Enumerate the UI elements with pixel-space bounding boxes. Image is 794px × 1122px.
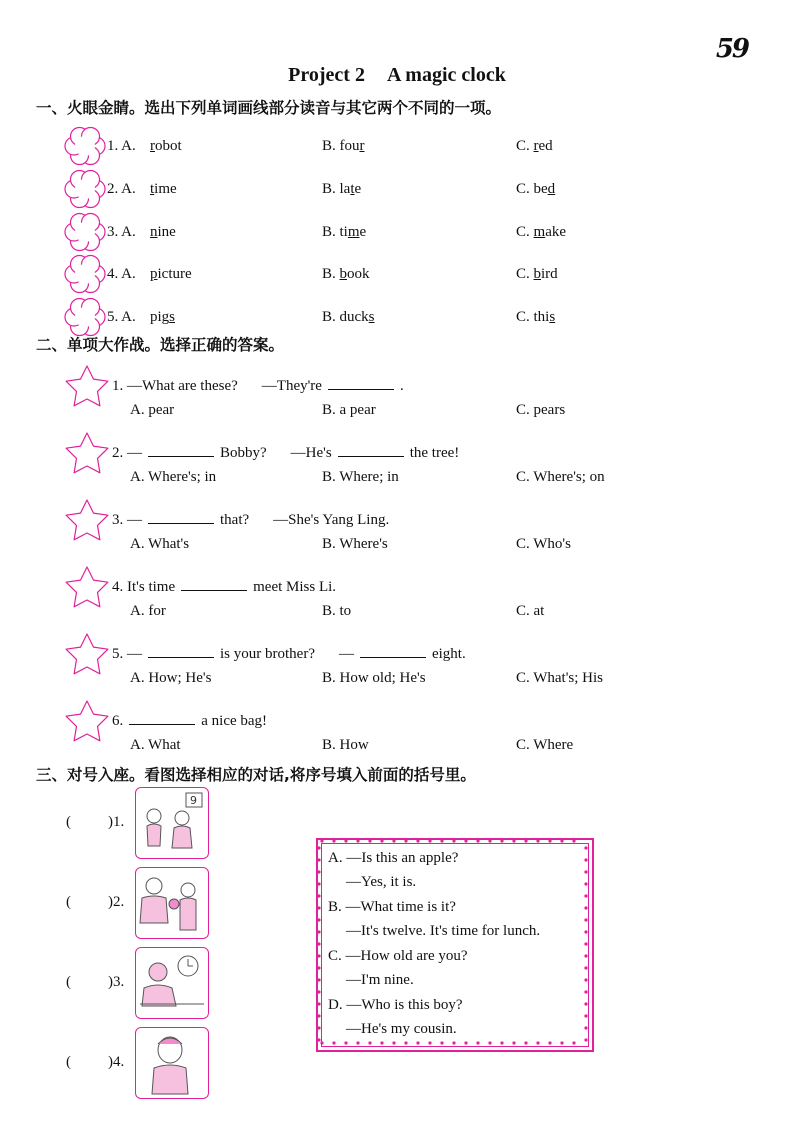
word-part: C. (516, 224, 534, 240)
option-c[interactable] (516, 181, 555, 198)
q-text: 2. — (112, 445, 142, 461)
dialogue-b-a: —It's twelve. It's time for lunch. (346, 923, 541, 939)
sign-number: 9 (190, 794, 197, 807)
dialogue-d-a: —He's my cousin. (346, 1021, 457, 1037)
phonics-row-4 (107, 266, 136, 283)
underlined-letters: n (150, 224, 158, 240)
answer-option-c[interactable]: C. at (516, 603, 545, 619)
answer-blank[interactable] (360, 645, 426, 658)
answer-paren-open[interactable]: ( (66, 894, 71, 910)
answer-option-b[interactable]: B. How old; He's (322, 670, 426, 686)
flower-decoration-icon (62, 123, 108, 169)
q-text: 3. — (112, 512, 142, 528)
item-number: 1. A. (107, 138, 136, 154)
option-a[interactable] (150, 224, 176, 241)
answer-paren-close-number: )4. (108, 1054, 125, 1070)
word-part: C. (516, 266, 534, 282)
answer-paren-open[interactable]: ( (66, 974, 71, 990)
picture-girl-clock-lunch (135, 947, 209, 1019)
answer-paren-close-number: )3. (108, 974, 125, 990)
answer-option-a[interactable]: A. What (130, 737, 181, 753)
picture-two-children-clock (135, 787, 209, 859)
answer-paren-open[interactable]: ( (66, 814, 71, 830)
option-c[interactable] (516, 138, 553, 155)
q-text: 4. It's time (112, 579, 176, 595)
q-text: 6. (112, 713, 124, 729)
picture-boy (135, 1027, 209, 1099)
item-number: 5. A. (107, 309, 136, 325)
q-text: meet Miss Li. (253, 579, 337, 595)
q-text: eight. (431, 646, 466, 662)
s2-q2-question (112, 444, 459, 462)
word-part: ook (347, 266, 370, 282)
underlined-letters: s (368, 309, 375, 325)
answer-blank[interactable] (148, 444, 214, 457)
option-b[interactable] (322, 138, 365, 155)
word-part: B. ti (322, 224, 348, 240)
children-sign-illustration (136, 788, 208, 858)
answer-paren-open[interactable]: ( (66, 1054, 71, 1070)
word-part: ake (545, 224, 567, 240)
dialogue-a-a: —Yes, it is. (346, 874, 417, 890)
section1-heading: 一、火眼金睛。选出下列单词画线部分读音与其它两个不同的一项。 (36, 99, 502, 117)
underlined-letters: m (347, 224, 360, 240)
word-part: ine (157, 224, 176, 240)
underlined-letters: s (549, 309, 556, 325)
underlined-letters: r (359, 138, 365, 154)
option-c[interactable] (516, 266, 558, 283)
q-text: the tree! (409, 445, 460, 461)
picture-woman-boy-apple (135, 867, 209, 939)
word-part: obot (155, 138, 182, 154)
option-a[interactable] (150, 181, 177, 198)
answer-blank[interactable] (148, 511, 214, 524)
answer-blank[interactable] (148, 645, 214, 658)
answer-paren-close-number: )2. (108, 894, 125, 910)
option-b[interactable] (322, 266, 370, 283)
boy-illustration (136, 1028, 208, 1098)
dialogue-c-a: —I'm nine. (346, 972, 414, 988)
dialogue-box (316, 838, 594, 1052)
underlined-letters: r (150, 138, 155, 154)
star-decoration-icon (62, 430, 112, 478)
option-c[interactable] (516, 309, 555, 326)
word-part: B. fou (322, 138, 360, 154)
phonics-row-1 (107, 138, 136, 155)
underlined-letters: b (339, 266, 348, 282)
q-text: is your brother? (220, 646, 315, 662)
dialogue-a-q: A. —Is this an apple? (328, 850, 459, 866)
answer-blank[interactable] (328, 377, 394, 390)
q-text: 5. — (112, 646, 142, 662)
answer-paren-close-number: )1. (108, 814, 125, 830)
answer-option-c[interactable]: C. Who's (516, 536, 571, 552)
answer-option-b[interactable]: B. Where; in (322, 469, 399, 485)
s2-q3-question (112, 511, 389, 529)
answer-option-c[interactable]: C. pears (516, 402, 566, 418)
answer-option-a[interactable]: A. for (130, 603, 166, 619)
s2-q6-question (112, 712, 267, 730)
q-text: . (399, 378, 404, 394)
word-part: pig (150, 309, 170, 325)
answer-blank[interactable] (129, 712, 195, 725)
q-text: — (338, 646, 354, 662)
answer-option-b[interactable]: B. a pear (322, 402, 376, 418)
answer-blank[interactable] (338, 444, 404, 457)
word-part: C. thi (516, 309, 550, 325)
dialogue-c-q: C. —How old are you? (328, 948, 468, 964)
project-label: Project 2 (288, 64, 365, 86)
answer-option-b[interactable]: B. Where's (322, 536, 388, 552)
underlined-letters: t (350, 181, 355, 197)
option-a[interactable] (150, 266, 192, 283)
word-part: icture (157, 266, 192, 282)
answer-option-c[interactable]: C. Where's; on (516, 469, 605, 485)
q-text: —She's Yang Ling. (273, 512, 390, 528)
s2-q1-question (112, 377, 404, 395)
word-part: e (354, 181, 362, 197)
word-part: C. be (516, 181, 548, 197)
answer-option-b[interactable]: B. to (322, 603, 352, 619)
star-decoration-icon (62, 631, 112, 679)
item-number: 4. A. (107, 266, 136, 282)
phonics-row-3 (107, 224, 136, 241)
underlined-letters: r (533, 138, 539, 154)
answer-blank[interactable] (181, 578, 247, 591)
word-part: ird (541, 266, 558, 282)
phonics-row-2 (107, 181, 136, 198)
word-part: e (359, 224, 367, 240)
underlined-letters: m (533, 224, 546, 240)
underlined-letters: t (150, 181, 155, 197)
star-decoration-icon (62, 363, 112, 411)
word-part: B. la (322, 181, 351, 197)
s2-q5-question (112, 645, 466, 663)
answer-option-a[interactable]: A. Where's; in (130, 469, 217, 485)
q-text: —He's (290, 445, 332, 461)
flower-decoration-icon (62, 209, 108, 255)
q-text: —They're (261, 378, 322, 394)
option-b[interactable] (322, 181, 361, 198)
option-a[interactable] (150, 309, 175, 326)
q-text: that? (220, 512, 250, 528)
option-b[interactable] (322, 224, 366, 241)
word-part: ime (154, 181, 177, 197)
star-decoration-icon (62, 497, 112, 545)
word-part: B. duck (322, 309, 369, 325)
flower-decoration-icon (62, 166, 108, 212)
word-part: B. (322, 266, 340, 282)
option-a[interactable] (150, 138, 182, 155)
decorative-border (316, 838, 590, 1048)
star-decoration-icon (62, 564, 112, 612)
option-c[interactable] (516, 224, 566, 241)
underlined-letters: s (169, 309, 176, 325)
option-b[interactable] (322, 309, 375, 326)
item-number: 3. A. (107, 224, 136, 240)
item-number: 2. A. (107, 181, 136, 197)
star-decoration-icon (62, 698, 112, 746)
lesson-name: A magic clock (386, 64, 506, 86)
answer-option-a[interactable]: A. How; He's (130, 670, 212, 686)
q-text: Bobby? (220, 445, 267, 461)
underlined-letters: b (533, 266, 542, 282)
dialogue-d-q: D. —Who is this boy? (328, 997, 463, 1013)
q-text: 1. —What are these? (112, 378, 238, 394)
page-title (0, 64, 794, 87)
flower-decoration-icon (62, 251, 108, 297)
section2-heading: 二、单项大作战。选择正确的答案。 (36, 336, 285, 354)
apple-scene-illustration (136, 868, 208, 938)
answer-option-c[interactable]: C. Where (516, 737, 574, 753)
answer-option-b[interactable]: B. How (322, 737, 369, 753)
section3-heading: 三、对号入座。看图选择相应的对话,将序号填入前面的括号里。 (36, 766, 476, 784)
page-number: 59 (715, 34, 748, 64)
phonics-row-5 (107, 309, 136, 326)
answer-option-c[interactable]: C. What's; His (516, 670, 604, 686)
q-text: a nice bag! (201, 713, 268, 729)
answer-option-a[interactable]: A. pear (130, 402, 175, 418)
word-part: C. (516, 138, 534, 154)
underlined-letters: d (547, 181, 556, 197)
dialogue-b-q: B. —What time is it? (328, 899, 456, 915)
answer-option-a[interactable]: A. What's (130, 536, 190, 552)
s2-q4-question (112, 578, 336, 596)
word-part: ed (538, 138, 553, 154)
lunch-scene-illustration (136, 948, 208, 1018)
underlined-letters: p (150, 266, 158, 282)
